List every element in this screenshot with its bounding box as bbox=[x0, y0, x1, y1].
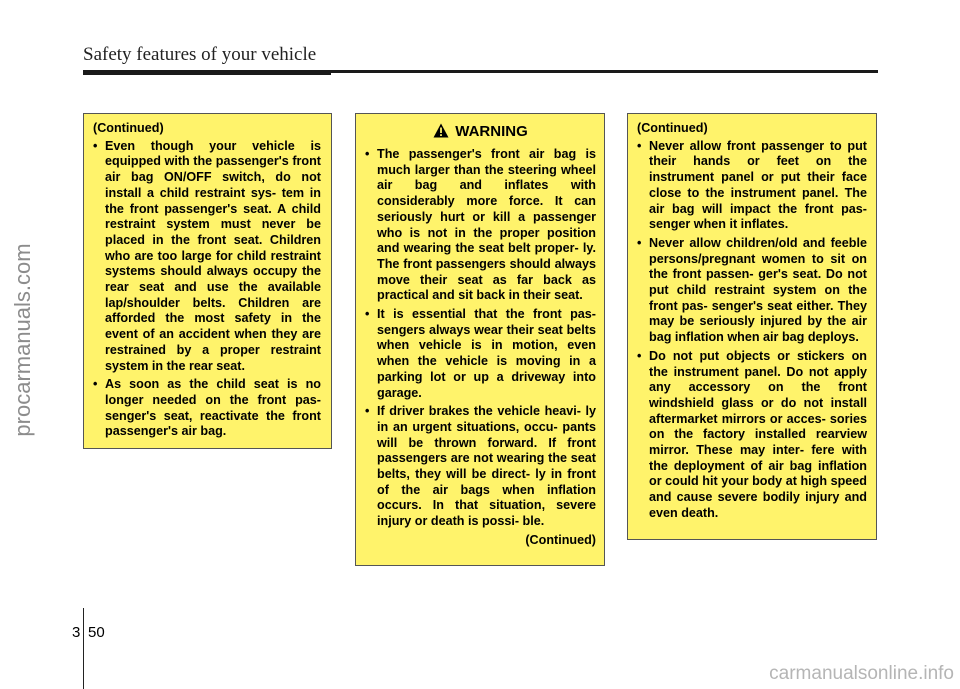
bullet-icon: • bbox=[93, 377, 98, 392]
bullet-icon: • bbox=[637, 138, 642, 153]
footer-divider bbox=[83, 608, 84, 689]
list-item-text: If driver brakes the vehicle heavi- ly in an urgent situations, occu- pants will be thrown forward. If front passengers are not wearing the seat belts, they will be direct- ly in front of the air bags when inflation occurs. In that situation, severe injury or death is possi- ble. bbox=[377, 404, 596, 529]
list-item bbox=[637, 139, 867, 233]
bullet-icon: • bbox=[365, 307, 370, 322]
list-item bbox=[93, 139, 321, 375]
list-item bbox=[93, 377, 321, 440]
header-rule-accent bbox=[83, 70, 331, 75]
footer-watermark: carmanualsonline.info bbox=[769, 663, 954, 684]
warning-heading bbox=[365, 123, 596, 143]
bullet-icon: • bbox=[93, 138, 98, 153]
side-watermark: procarmanuals.com bbox=[10, 243, 35, 437]
list-item-text: The passenger's front air bag is much larger than the steering wheel air bag and inflates with considerably more force. It can seriously hurt or kill a passenger who is not in the proper position and wearing the seat belt proper- ly. The front passengers should always move their seat as far back as practical and sit back in their seat. bbox=[377, 147, 596, 303]
page-number: 50 bbox=[88, 624, 105, 641]
continued-label-top: (Continued) bbox=[637, 121, 708, 135]
bullet-list bbox=[93, 139, 321, 440]
list-item-text: Do not put objects or stickers on the instrument panel. Do not apply any accessory on the front windshield glass or do not install aftermarket mirrors or acces- sories on the factory installed rearview mirror. These may inter- fere with the deployment of air bag inflation or could hit your body at high speed and cause severe bodily injury and even death. bbox=[649, 348, 867, 520]
warning-box bbox=[355, 113, 605, 566]
bullet-list bbox=[637, 139, 867, 522]
list-item bbox=[637, 349, 867, 522]
warning-heading-text: WARNING bbox=[455, 123, 528, 140]
warning-triangle-icon bbox=[433, 123, 449, 143]
bullet-icon: • bbox=[637, 235, 642, 250]
list-item bbox=[365, 404, 596, 530]
list-item bbox=[365, 147, 596, 304]
list-item-text: Even though your vehicle is equipped with the passenger's front air bag ON/OFF switch, do not install a child restraint sys- tem in the front passenger's seat. A child restraint system must never be placed in the front seat. Children who are too large for child restraint systems should always occupy the rear seat and use the available lap/shoulder belts. Children are afforded the most safety in the event of an accident when they are restrained by a proper restraint system in the rear seat. bbox=[105, 138, 321, 373]
bullet-icon: • bbox=[365, 404, 370, 419]
list-item bbox=[637, 236, 867, 346]
bullet-icon: • bbox=[637, 348, 642, 363]
chapter-number: 3 bbox=[72, 624, 81, 641]
continued-note-box-right bbox=[627, 113, 877, 540]
list-item-text: As soon as the child seat is no longer needed on the front pas- senger's seat, reactivate the front passenger's air bag. bbox=[105, 377, 321, 439]
continued-label-bottom: (Continued) bbox=[525, 532, 596, 547]
list-item-text: Never allow front passenger to put their hands or feet on the instrument panel or put their face close to the instrument panel. The air bag will impact the front pas- senger when it inflates. bbox=[649, 138, 867, 232]
list-item-text: Never allow children/old and feeble persons/pregnant women to sit on the front passen- ger's seat. Do not put child restraint system on the front pas- senger's seat either. They may be seriously injured by the air bag inflation when air bag deploys. bbox=[649, 235, 867, 345]
continued-note-box-left bbox=[83, 113, 332, 449]
bullet-icon: • bbox=[365, 147, 370, 161]
continued-label-top: (Continued) bbox=[93, 121, 164, 135]
section-title: Safety features of your vehicle bbox=[83, 44, 317, 65]
bullet-list bbox=[365, 147, 596, 530]
list-item bbox=[365, 307, 596, 401]
list-item-text: It is essential that the front pas- sengers always wear their seat belts when vehicle is in motion, even when the vehicle is moving in a parking lot or up a driveway into garage. bbox=[377, 307, 596, 400]
